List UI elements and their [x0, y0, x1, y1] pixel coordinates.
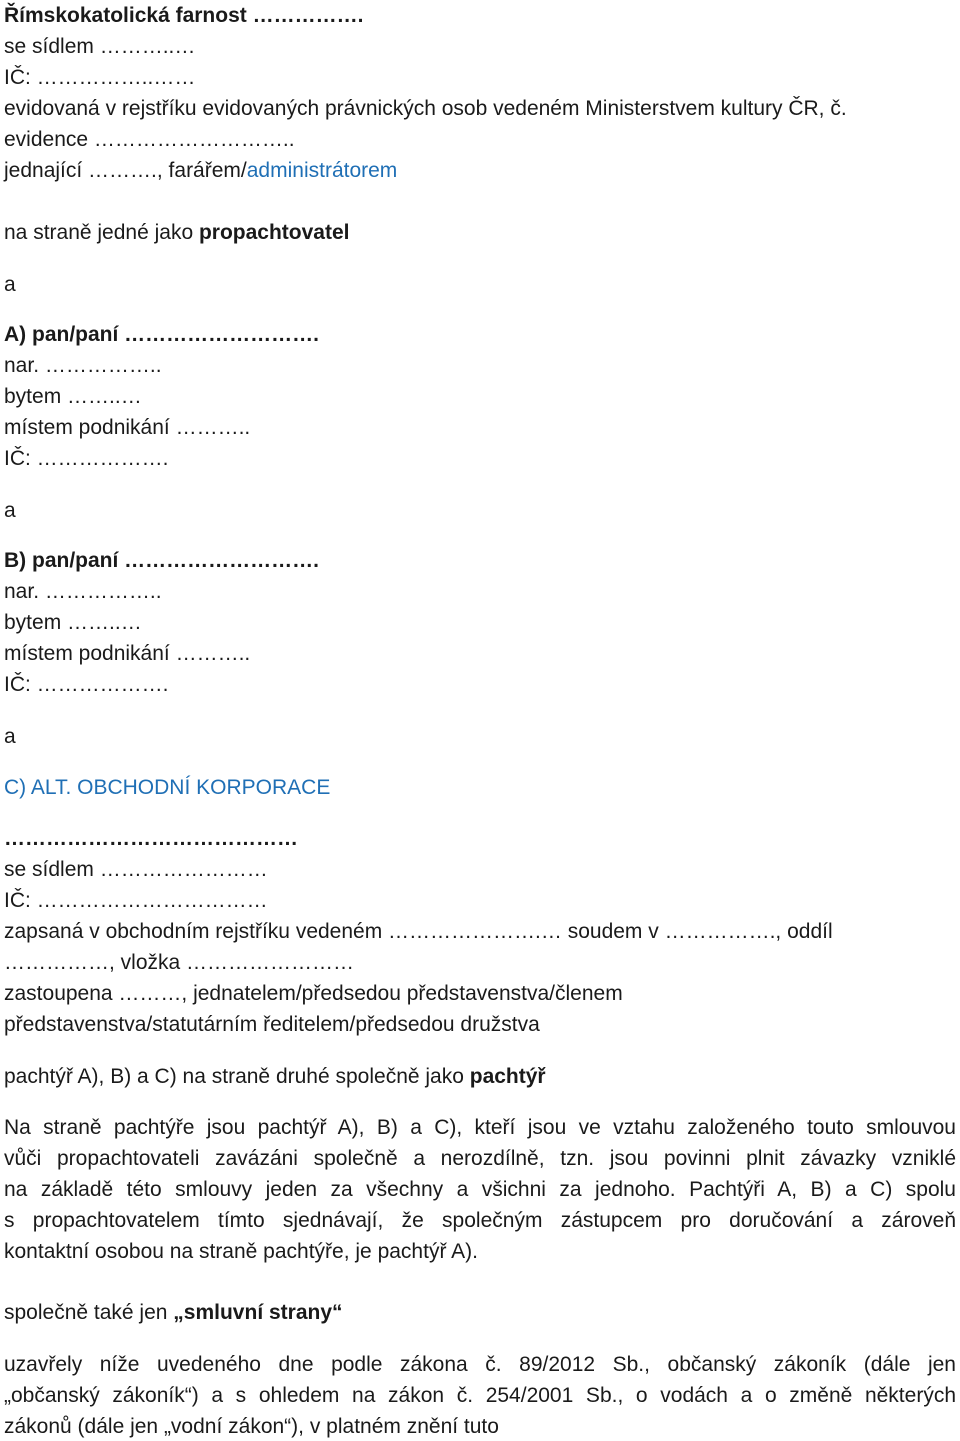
party-a-misto: místem podnikání ……….. — [4, 416, 251, 439]
party-c-sidlo: se sídlem …………………… — [4, 858, 268, 881]
paragraph-line-5: kontaktní osobou na straně pachtýře, je pachtýř A). — [4, 1240, 478, 1263]
evidence-number-line: evidence ……………………….. — [4, 128, 295, 151]
party-a-title: A) pan/paní ………………………. — [4, 323, 319, 346]
closing-line-3: zákonů (dále jen „vodní zákon“), v platném znění tuto — [4, 1415, 499, 1438]
pachtyr-role-line — [4, 1064, 956, 1090]
jednajici-line — [4, 158, 956, 184]
smluvni-strany-bold: „smluvní strany“ — [173, 1301, 343, 1324]
party-c-dots: …………………………………… — [4, 827, 298, 850]
party-b-nar: nar. …………….. — [4, 580, 162, 603]
conjunction-a-3: a — [4, 725, 16, 748]
closing-line-1: uzavřely níže uvedeného dne podle zákona č. 89/2012 Sb., občanský zákoník (dále jen — [4, 1353, 956, 1376]
party-b-title: B) pan/paní ………………………. — [4, 549, 319, 572]
party-b-misto: místem podnikání ……….. — [4, 642, 251, 665]
role-bold: propachtovatel — [198, 221, 350, 244]
party-b-ic: IČ: ………………. — [4, 673, 169, 696]
party-c-ic: IČ: …………………………… — [4, 889, 268, 912]
closing-line-2: „občanský zákoník“) a s ohledem na zákon č. 254/2001 Sb., o vodách a o změně některých — [4, 1384, 956, 1407]
party-c-zastoupena-2: představenstva/statutárním ředitelem/předsedou družstva — [4, 1013, 540, 1036]
conjunction-a-2: a — [4, 499, 16, 522]
party-c-zastoupena: zastoupena ………, jednatelem/předsedou představenstva/členem — [4, 982, 623, 1005]
party-c-vlozka: ……………, vložka …………………… — [4, 951, 355, 974]
paragraph-line-1: Na straně pachtýře jsou pachtýř A), B) a C), kteří jsou ve vztahu založeného touto smlouvou — [4, 1116, 956, 1139]
conjunction-a-1: a — [4, 273, 16, 296]
role-prefix: na straně jedné jako — [4, 221, 199, 244]
paragraph-line-3: na základě této smlouvy jeden za všechny a všichni za jednoho. Pachtýři A, B) a C) spolu — [4, 1178, 956, 1201]
evidence-line: evidovaná v rejstříku evidovaných právnických osob vedeném Ministerstvem kultury ČR, č. — [4, 97, 847, 120]
sidlo-line: se sídlem ………..… — [4, 35, 196, 58]
smluvni-strany-line — [4, 1300, 956, 1326]
pachtyr-role-text: pachtýř A), B) a C) na straně druhé společně jako — [4, 1065, 470, 1088]
propachtovatel-role-line — [4, 220, 956, 246]
party-c-zapsana: zapsaná v obchodním rejstříku vedeném ………………….… soudem v ……………., oddíl — [4, 920, 833, 943]
paragraph-line-4: s propachtovatelem tímto sjednávají, že společným zástupcem pro doručování a zároveň — [4, 1209, 956, 1232]
party-a-bytem: bytem ……..… — [4, 385, 142, 408]
party-c-title: C) ALT. OBCHODNÍ KORPORACE — [4, 776, 331, 799]
jednajici-highlight: administrátorem — [246, 159, 398, 182]
party-a-nar: nar. …………….. — [4, 354, 162, 377]
jednajici-text: jednající ………., farářem/ — [4, 159, 247, 182]
pachtyr-role-bold: pachtýř — [469, 1065, 546, 1088]
paragraph-line-2: vůči propachtovateli zavázáni společně a nerozdílně, tzn. jsou povinni plnit závazky vzniklé — [4, 1147, 956, 1170]
farnost-line: Římskokatolická farnost ……………. — [4, 4, 364, 27]
party-b-bytem: bytem ……..… — [4, 611, 142, 634]
smluvni-strany-text: společně také jen — [4, 1301, 174, 1324]
ic-line: IČ: ……………..…… — [4, 66, 196, 89]
party-a-ic: IČ: ………………. — [4, 447, 169, 470]
